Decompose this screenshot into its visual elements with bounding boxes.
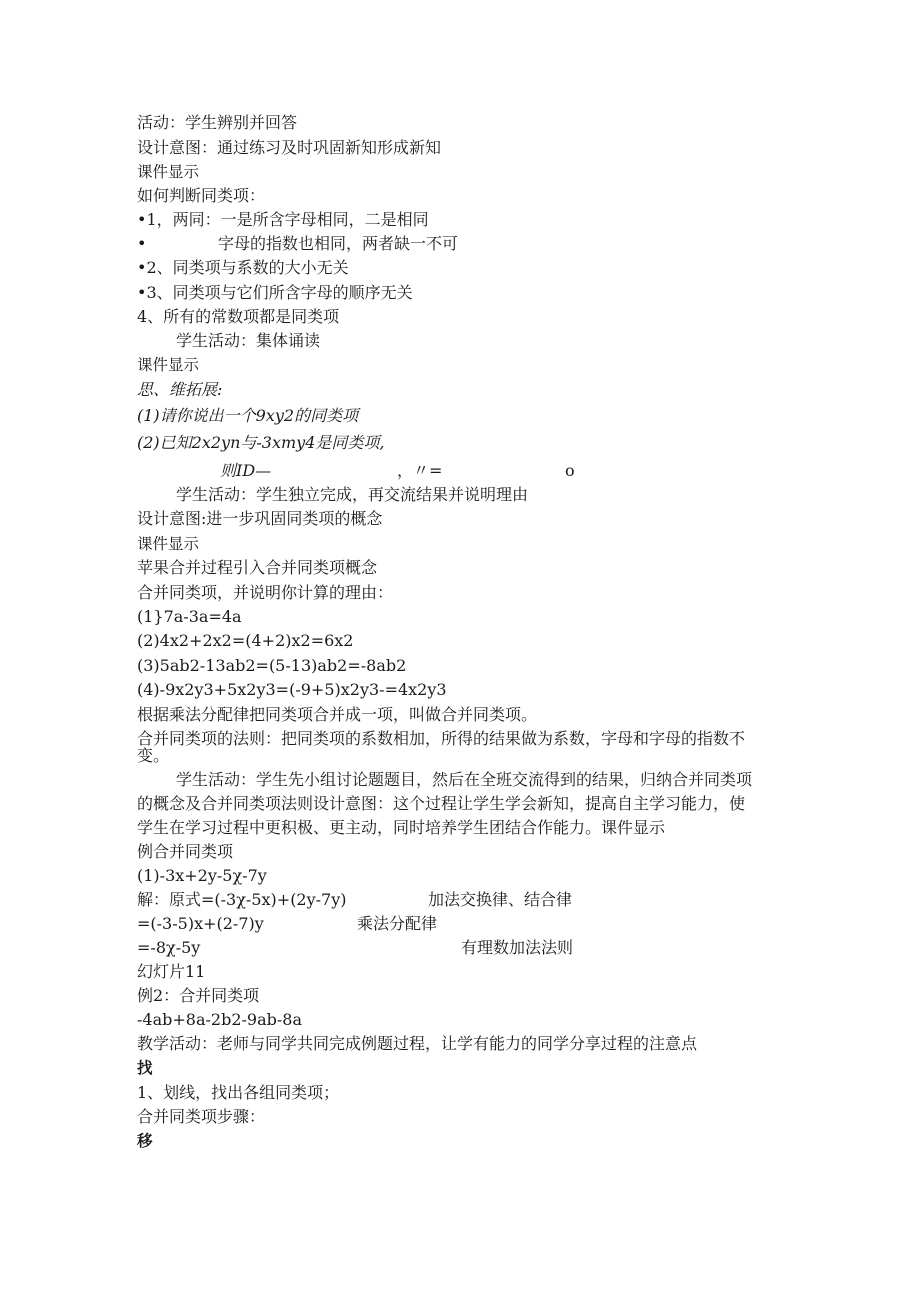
rule-bullet-1-continued: 字母的指数也相同，两者缺一不可 (218, 234, 459, 253)
rule-bullet-dot: • (137, 234, 147, 253)
definition-line: 根据乘法分配律把同类项合并成一项，叫做合并同类项。 (137, 705, 538, 724)
answer-blank-m: 则ID— (220, 461, 272, 480)
rule-bullet-3: •3、同类项与它们所含字母的顺序无关 (137, 283, 413, 302)
rule-bullet-2: •2、同类项与系数的大小无关 (137, 258, 349, 277)
courseware-heading: 课件显示 (137, 163, 200, 181)
equation-4: (4)-9x2y3+5x2y3=(-9+5)x2y3-=4x2y3 (137, 680, 447, 699)
thinking-extension-heading: 思、维拓展: (137, 380, 223, 399)
example-heading: 例合并同类项 (137, 842, 234, 861)
step-find-label: 找 (137, 1059, 153, 1077)
step-1-line: 1、划线，找出各组同类项； (137, 1083, 340, 1102)
student-activity-paragraph-3: 学生在学习过程中更积极、更主动，同时培养学生团结合作能力。课件显示 (137, 818, 666, 837)
student-activity-line: 学生活动：学生独立完成，再交流结果并说明理由 (176, 485, 529, 504)
example-2-heading: 例2：合并同类项 (137, 986, 260, 1005)
equation-2: (2)4x2+2x2=(4+2)x2=6x2 (137, 631, 354, 650)
solution-step-3: =-8χ-5y (137, 938, 201, 957)
example-1-expression: (1)-3x+2y-5χ-7y (137, 866, 267, 885)
slide-label: 幻灯片11 (137, 962, 206, 981)
answer-end-mark: o (565, 461, 575, 480)
combine-task-line: 合并同类项，并说明你计算的理由： (137, 583, 394, 602)
courseware-heading: 课件显示 (137, 535, 200, 553)
solution-step-2: =(-3-5)x+(2-7)y (137, 914, 264, 933)
step-move-label: 移 (137, 1132, 153, 1150)
combine-rule-line: 合并同类项的法则：把同类项的系数相加，所得的结果做为系数，字母和字母的指数不 (137, 729, 746, 748)
design-intent-line: 设计意图:进一步巩固同类项的概念 (137, 509, 383, 528)
apple-intro-line: 苹果合并过程引入合并同类项概念 (137, 558, 378, 577)
solution-step-1: 解：原式=(-3χ-5x)+(2y-7y) (137, 890, 347, 909)
combine-rule-line-end: 变。 (137, 746, 170, 765)
solution-step-3-reason: 有理数加法法则 (461, 938, 574, 957)
question-1: (1)请你说出一个9xy2的同类项 (137, 406, 359, 425)
judge-like-terms-heading: 如何判断同类项： (137, 186, 266, 205)
student-activity-line: 学生活动：集体诵读 (176, 331, 321, 350)
activity-line: 活动：学生辨别并回答 (137, 113, 298, 132)
solution-step-1-reason: 加法交换律、结合律 (428, 890, 573, 909)
solution-step-2-reason: 乘法分配律 (357, 914, 438, 933)
combine-steps-heading: 合并同类项步骤： (137, 1107, 266, 1126)
answer-blank-n: ，〃= (397, 461, 443, 480)
student-activity-paragraph-1: 学生活动：学生先小组讨论题题目，然后在全班交流得到的结果，归纳合并同类项 (176, 770, 753, 789)
teaching-activity-line: 教学活动：老师与同学共同完成例题过程，让学有能力的同学分享过程的注意点 (137, 1034, 698, 1053)
example-2-expression: -4ab+8a-2b2-9ab-8a (137, 1010, 302, 1029)
rule-bullet-1: •1，两同：一是所含字母相同，二是相同 (137, 210, 429, 229)
question-2: (2)已知2x2yn与-3xmy4是同类项, (137, 433, 385, 452)
equation-3: (3)5ab2-13ab2=(5-13)ab2=-8ab2 (137, 656, 407, 675)
equation-1: (1}7a-3a=4a (137, 607, 242, 626)
rule-item-4: 4、所有的常数项都是同类项 (137, 307, 340, 326)
student-activity-paragraph-2: 的概念及合并同类项法则设计意图：这个过程让学生学会新知，提高自主学习能力，使 (137, 794, 746, 813)
design-intent-line: 设计意图：通过练习及时巩固新知形成新知 (137, 138, 442, 157)
courseware-heading: 课件显示 (137, 356, 200, 374)
